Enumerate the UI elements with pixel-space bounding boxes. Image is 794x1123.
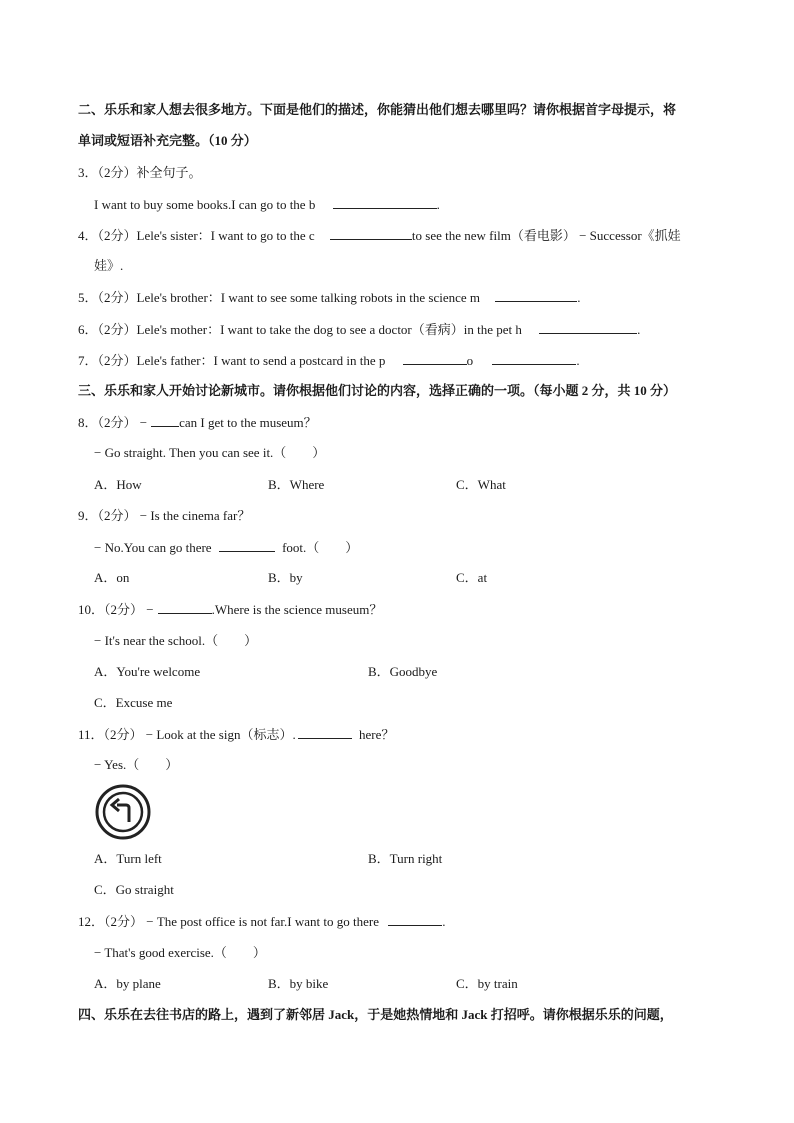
answer-blank[interactable] [388, 912, 442, 926]
question-9-option-c[interactable]: C．at [456, 570, 488, 585]
question-12-option-c[interactable]: C．by train [456, 976, 518, 991]
question-8-option-b[interactable]: B．Where [268, 477, 325, 492]
question-7 [78, 351, 580, 370]
question-12-text: 12．（2分） − The post office is not far.I want to go there [78, 914, 379, 929]
section-2-heading-line1: 二、乐乐和家人想去很多地方。下面是他们的描述，你能猜出他们想去哪里吗？请你根据首字母提示，将 [78, 102, 677, 117]
question-11-option-a[interactable]: A．Turn left [94, 851, 162, 866]
question-7-letter: o [466, 353, 474, 368]
question-5-period: . [577, 290, 581, 305]
question-9-response [94, 538, 358, 557]
question-3-period: . [436, 197, 440, 212]
question-5-text: 5．（2分）Lele's brother：I want to see some talking robots in the science m [78, 290, 480, 305]
question-11-text-a: 11．（2分） − Look at the sign（标志）. [78, 727, 296, 742]
question-8-option-a[interactable]: A．How [94, 477, 142, 492]
question-4-line2: 娃》. [94, 258, 124, 273]
answer-blank[interactable] [403, 351, 467, 365]
question-11-option-b[interactable]: B．Turn right [368, 851, 443, 866]
question-10-response: − It's near the school.（ ） [94, 633, 258, 648]
question-10-text-b: .Where is the science museum？ [211, 602, 383, 617]
answer-blank[interactable] [219, 538, 275, 552]
answer-blank[interactable] [492, 351, 576, 365]
answer-blank[interactable] [495, 288, 577, 302]
answer-blank[interactable] [333, 195, 437, 209]
question-8-option-c[interactable]: C．What [456, 477, 506, 492]
question-9-option-a[interactable]: A．on [94, 570, 130, 585]
question-12-option-a[interactable]: A．by plane [94, 976, 161, 991]
section-3-heading: 三、乐乐和家人开始讨论新城市。请你根据他们讨论的内容，选择正确的一项。（每小题 2 分，共 10 分） [78, 383, 677, 398]
question-6 [78, 320, 640, 339]
question-4-line1 [78, 226, 681, 245]
question-12 [78, 912, 445, 931]
question-9-response-a: − No.You can go there [94, 540, 212, 555]
question-12-period: . [442, 914, 446, 929]
question-11-option-c[interactable]: C．Go straight [94, 882, 174, 897]
question-9-response-b: foot.（ ） [282, 540, 359, 555]
question-11-text-b: here？ [358, 727, 395, 742]
turn-left-sign-icon [95, 784, 151, 840]
section-4-heading: 四、乐乐在去往书店的路上，遇到了新邻居 Jack，于是她热情地和 Jack 打招呼。请你根据乐乐的问题， [78, 1007, 673, 1022]
section-2-heading-line2: 单词或短语补充完整。（10 分） [78, 133, 257, 148]
question-4-text-b: to see the new film（看电影） − Successor《抓娃 [411, 228, 681, 243]
question-12-response: − That's good exercise.（ ） [94, 945, 266, 960]
question-10-text-a: 10．（2分） − [78, 602, 154, 617]
question-9-option-b[interactable]: B．by [268, 570, 303, 585]
question-8-response: − Go straight. Then you can see it.（ ） [94, 445, 326, 460]
question-8-text-b: can I get to the museum？ [179, 415, 317, 430]
question-7-period: . [576, 353, 580, 368]
question-6-text: 6．（2分）Lele's mother：I want to take the dog to see a doctor（看病）in the pet h [78, 322, 522, 337]
question-10 [78, 600, 382, 619]
question-6-period: . [637, 322, 641, 337]
question-10-option-b[interactable]: B．Goodbye [368, 664, 438, 679]
question-11-response: − Yes.（ ） [94, 757, 179, 772]
question-11 [78, 725, 394, 744]
question-9: 9．（2分） − Is the cinema far？ [78, 508, 251, 523]
answer-blank[interactable] [539, 320, 637, 334]
answer-blank[interactable] [158, 600, 212, 614]
question-4-text-a: 4．（2分）Lele's sister：I want to go to the c [78, 228, 315, 243]
question-8-text-a: 8．（2分） − [78, 415, 148, 430]
answer-blank[interactable] [151, 413, 179, 427]
question-3-heading: 3．（2分）补全句子。 [78, 165, 202, 180]
question-12-option-b[interactable]: B．by bike [268, 976, 329, 991]
question-10-option-a[interactable]: A．You're welcome [94, 664, 201, 679]
question-8 [78, 413, 317, 432]
question-10-option-c[interactable]: C．Excuse me [94, 695, 173, 710]
question-7-text: 7．（2分）Lele's father：I want to send a postcard in the p [78, 353, 386, 368]
question-3-sentence [94, 195, 440, 214]
answer-blank[interactable] [298, 725, 352, 739]
question-5 [78, 288, 581, 307]
answer-blank[interactable] [330, 226, 412, 240]
question-3-text: I want to buy some books.I can go to the b [94, 197, 316, 212]
